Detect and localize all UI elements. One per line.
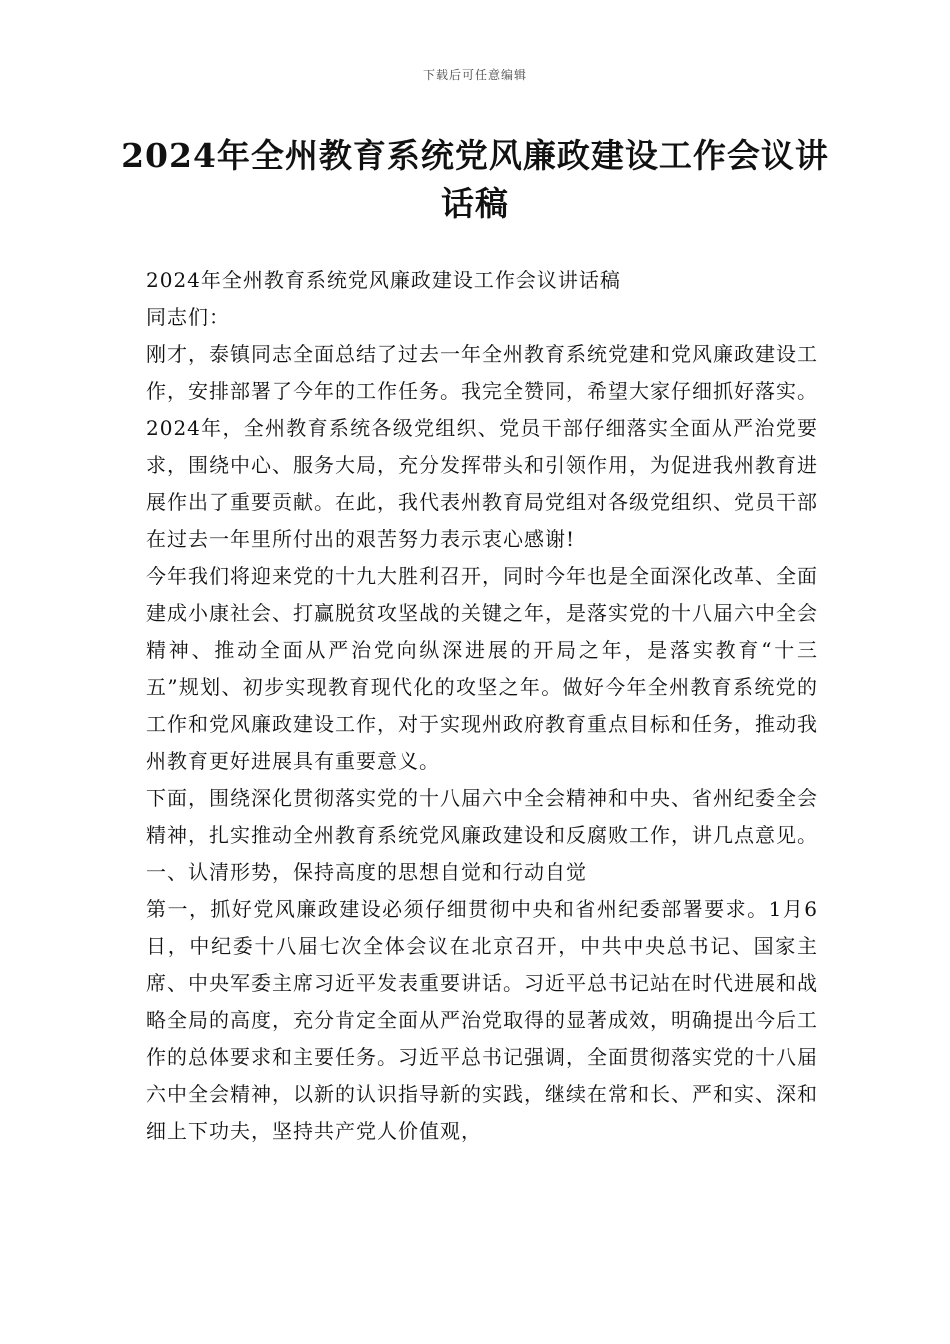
paragraph: 2024年，全州教育系统各级党组织、党员干部仔细落实全面从严治党要求，围绕中心、服务大局，充分发挥带头和引领作用，为促进我州教育进展作出了重要贡献。在此，我代表州教育局党组对各级党组织、党员干部在过去一年里所付出的艰苦努力表示衷心感谢! (146, 416, 818, 551)
section-heading: 一、认清形势，保持高度的思想自觉和行动自觉 (146, 860, 587, 884)
header-note: 下载后可任意编辑 (422, 68, 527, 82)
document-title: 2024年全州教育系统党风廉政建设工作会议讲话稿 (121, 136, 829, 223)
paragraph-subtitle: 2024年全州教育系统党风廉政建设工作会议讲话稿 (146, 268, 621, 292)
paragraph: 下面，围绕深化贯彻落实党的十八届六中全会精神和中央、省州纪委全会精神，扎实推动全州教育系统党风廉政建设和反腐败工作，讲几点意见。 (146, 786, 818, 847)
paragraph-salutation: 同志们： (146, 305, 230, 329)
paragraph: 第一，抓好党风廉政建设必须仔细贯彻中央和省州纪委部署要求。1月6日，中纪委十八届七次全体会议在北京召开，中共中央总书记、国家主席、中央军委主席习近平发表重要讲话。习近平总书记站在时代进展和战略全局的高度，充分肯定全面从严治党取得的显著成效，明确提出今后工作的总体要求和主要任务。习近平总书记强调，全面贯彻落实党的十八届六中全会精神，以新的认识指导新的实践，继续在常和长、严和实、深和细上下功夫，坚持共产党人价值观， (146, 897, 818, 1143)
paragraph: 今年我们将迎来党的十九大胜利召开，同时今年也是全面深化改革、全面建成小康社会、打赢脱贫攻坚战的关键之年，是落实党的十八届六中全会精神、推动全面从严治党向纵深进展的开局之年，是落实教育“十三五”规划、初步实现教育现代化的攻坚之年。做好今年全州教育系统党的工作和党风廉政建设工作，对于实现州政府教育重点目标和任务，推动我州教育更好进展具有重要意义。 (146, 564, 818, 773)
document-body (146, 262, 818, 1150)
paragraph: 刚才，泰镇同志全面总结了过去一年全州教育系统党建和党风廉政建设工作，安排部署了今年的工作任务。我完全赞同，希望大家仔细抓好落实。 (146, 342, 818, 403)
